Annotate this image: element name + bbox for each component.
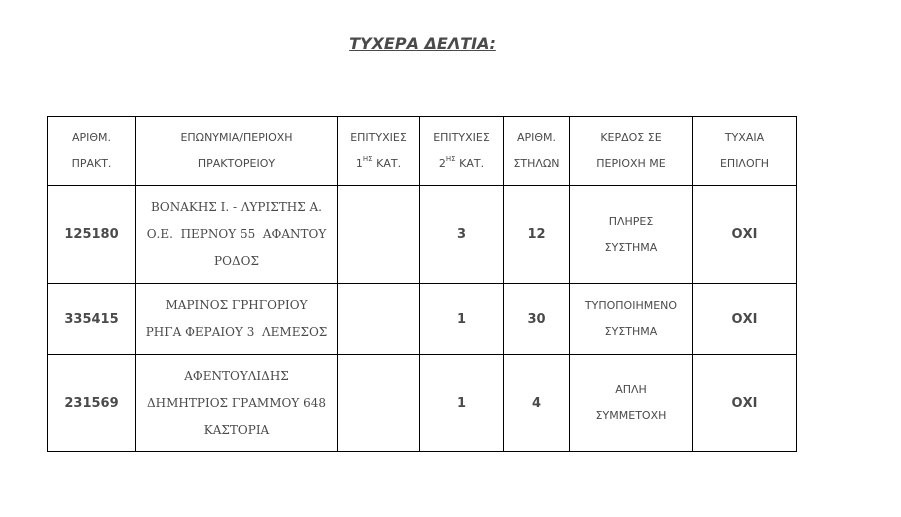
- header-wins-cat1-line1: ΕΠΙΤΥΧΙΕΣ: [350, 131, 407, 144]
- header-quick-pick-line2: ΕΠΙΛΟΓΗ: [719, 157, 770, 170]
- lucky-tickets-table: [47, 116, 797, 452]
- header-columns-no-line2: ΣΤΗΛΩΝ: [513, 157, 560, 170]
- wins-cat1-cell: [338, 355, 420, 452]
- agency-no-cell: 335415: [48, 284, 136, 355]
- prize-with-cell: [570, 284, 693, 355]
- name-area-line: ΑΦΕΝΤΟΥΛΙΔΗΣ: [184, 368, 289, 383]
- prize-with-line: ΣΥΜΜΕΤΟΧΗ: [595, 409, 667, 422]
- header-agency-no: [48, 117, 136, 186]
- name-area-line: ΒΟΝΑΚΗΣ Ι. - ΛΥΡΙΣΤΗΣ Α.: [151, 200, 322, 214]
- wins-cat2-cell: 1: [420, 284, 504, 355]
- prize-with-cell: [570, 355, 693, 452]
- header-wins-cat1: [338, 117, 420, 186]
- prize-with-line: ΣΥΣΤΗΜΑ: [604, 240, 658, 254]
- header-wins-cat2-line1: ΕΠΙΤΥΧΙΕΣ: [433, 131, 490, 144]
- header-agency-no-line2: ΠΡΑΚΤ.: [71, 157, 112, 170]
- table-row: [48, 355, 797, 452]
- quick-pick-cell: ΟΧΙ: [693, 355, 797, 452]
- table-header-row: [48, 117, 797, 186]
- wins-cat1-cell: [338, 284, 420, 355]
- prize-with-line: ΠΛΗΡΕΣ: [608, 214, 654, 228]
- agency-no-cell: 231569: [48, 355, 136, 452]
- name-area-line: ΜΑΡΙΝΟΣ ΓΡΗΓΟΡΙΟΥ: [165, 298, 308, 312]
- name-area-line: ΡΗΓΑ ΦΕΡΑΙΟΥ 3 ΛΕΜΕΣΟΣ: [145, 325, 328, 339]
- header-columns-no: [504, 117, 570, 186]
- name-area-cell: [136, 355, 338, 452]
- name-area-line: ΔΗΜΗΤΡΙΟΣ ΓΡΑΜΜΟΥ 648: [147, 395, 326, 410]
- name-area-line: ΡΟΔΟΣ: [214, 254, 259, 268]
- name-area-line: ΚΑΣΤΟΡΙΑ: [203, 422, 270, 437]
- header-quick-pick-line1: ΤΥΧΑΙΑ: [724, 131, 765, 144]
- header-wins-cat1-line2: [338, 151, 419, 177]
- header-name-area-line2: ΠΡΑΚΤΟΡΕΙΟΥ: [197, 157, 276, 170]
- name-area-cell: [136, 186, 338, 284]
- header-wins-cat1-num: 1: [355, 157, 363, 170]
- prize-with-cell: [570, 186, 693, 284]
- quick-pick-cell: ΟΧΙ: [693, 284, 797, 355]
- header-prize-with: [570, 117, 693, 186]
- table-row: [48, 284, 797, 355]
- header-wins-cat1-rest: ΚΑΤ.: [372, 157, 402, 170]
- header-agency-no-line1: ΑΡΙΘΜ.: [71, 131, 112, 144]
- wins-cat1-cell: [338, 186, 420, 284]
- header-columns-no-line1: ΑΡΙΘΜ.: [516, 131, 557, 144]
- page-title: ΤΥΧΕΡΑ ΔΕΛΤΙΑ:: [349, 34, 496, 53]
- prize-with-line: ΣΥΣΤΗΜΑ: [604, 325, 658, 338]
- header-wins-cat2-sup: ΗΣ: [445, 155, 456, 164]
- table-row: [48, 186, 797, 284]
- header-name-area-line1: ΕΠΩΝΥΜΙΑ/ΠΕΡΙΟΧΗ: [180, 131, 293, 144]
- header-wins-cat2-rest: ΚΑΤ.: [455, 157, 485, 170]
- header-wins-cat2: [420, 117, 504, 186]
- header-prize-with-line2: ΠΕΡΙΟΧΗ ΜΕ: [596, 157, 666, 170]
- header-wins-cat1-sup: ΗΣ: [362, 155, 373, 164]
- name-area-line: Ο.Ε. ΠΕΡΝΟΥ 55 ΑΦΑΝΤΟΥ: [146, 227, 327, 241]
- name-area-cell: [136, 284, 338, 355]
- columns-no-cell: 30: [504, 284, 570, 355]
- quick-pick-cell: ΟΧΙ: [693, 186, 797, 284]
- prize-with-line: ΤΥΠΟΠΟΙΗΜΕΝΟ: [584, 299, 678, 312]
- header-prize-with-line1: ΚΕΡΔΟΣ ΣΕ: [600, 131, 662, 144]
- header-wins-cat2-line2: [420, 151, 503, 177]
- columns-no-cell: 12: [504, 186, 570, 284]
- wins-cat2-cell: 1: [420, 355, 504, 452]
- columns-no-cell: 4: [504, 355, 570, 452]
- header-wins-cat2-num: 2: [438, 157, 446, 170]
- agency-no-cell: 125180: [48, 186, 136, 284]
- wins-cat2-cell: 3: [420, 186, 504, 284]
- prize-with-line: ΑΠΛΗ: [615, 383, 647, 396]
- header-quick-pick: [693, 117, 797, 186]
- header-name-area: [136, 117, 338, 186]
